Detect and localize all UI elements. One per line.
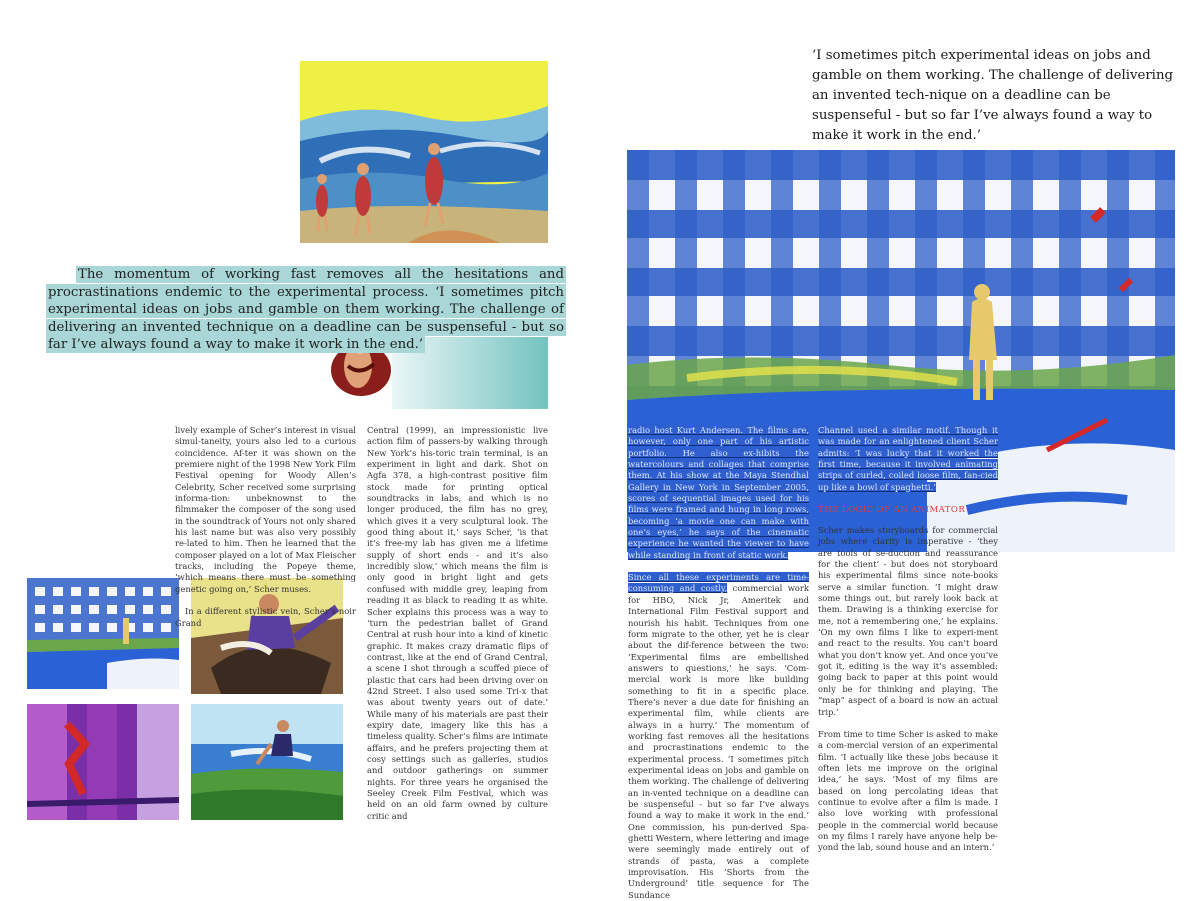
body-column-2 xyxy=(367,425,548,833)
col3-highlighted-paragraph: radio host Kurt Andersen. The films are, however, only one part of his artistic portfolio. He also ex-hibits the watercolours and collages that comprise them. At his show at the Maya Stendhal Gallery in New York in September 2005, scores of sequential images used for his films were framed and hung in long rows, becoming ‘a movie one can make with one’s eyes,’ he says of the cinematic experience he wanted the viewer to have while standing in front of static work. xyxy=(628,425,809,560)
pull-quote-right: ‘I sometimes pitch experimental ideas on jobs and gamble on them working. The challenge of delivering an invented tech-nique on a deadline can be suspenseful - but so far I’ve always found a way to make it work in the end.’ xyxy=(812,48,1174,143)
col4-paragraph-1: Scher makes storyboards for commercial jobs where clarity is imperative - ‘they are tools of se-duction and reassurance for the client’ - but does not storyboard his experimental films since note-books serve a similar function. ‘I might draw some things out, but rarely look back at them. Drawing is a thinking exercise for me, not a remembering one,’ he explains. ‘On my own films I like to experi-ment and react to the results. You can’t board what you don’t know yet. And once you’ve got it, editing is the way it’s assembled: going back to paper at this point would only be for thinking and playing. The “map” aspect of a board is now an actual trip.’ xyxy=(818,525,998,717)
col3-paragraph-2: commercial work for HBO, Nick Jr, Ameritek and International Film Festival support and nourish his habit. Techniques from one form migrate to the other, yet he is clear about the dif-ference between the two: ‘Experimental films are embellished answers to questions,’ he says. ‘Com-mercial work is more like building something to fit in a specific place. There’s never a due date for finishing an experimental film, while clients are always in a hurry.’ The momentum of working fast removes all the hesitations and procrastinations endemic to the experimental process. ‘I sometimes pitch experimental ideas on jobs and gamble on them working. The challenge of delivering an in-vented technique on a deadline can be suspenseful - but so far I’ve always found a way to make it work in the end.’ One commission, his pun-derived Spa-ghetti Western, where lettering and image were seemingly made entirely out of strands of pasta, was a complete improvisation. His ‘Shorts from the Underground’ title sequence for The Sundance xyxy=(628,583,810,900)
col4-paragraph-2: From time to time Scher is asked to make a com-mercial version of an experimental film. ‘I actually like these jobs because it often lets me improve on the original idea,’ he says. ‘Most of my films are based on long percolating ideas that continue to evolve after a film is made. I also love working with professional people in the commercial world because on my films I rarely have anyone help be-yond the lab, sound house and an intern.’ xyxy=(818,728,998,853)
wader-thumbnail xyxy=(191,704,343,820)
beach-figures-illustration xyxy=(300,61,548,243)
col4-highlighted-paragraph: Channel used a similar motif. Though it was made for an enlightened client Scher admits: ‘I was lucky that it worked the first time, because it involved animating strips of curled, coiled loose film, fan-cied up like a bowl of spaghetti.’ xyxy=(818,425,998,492)
pull-quote-left xyxy=(46,266,566,354)
gingham-thumbnail xyxy=(27,578,179,689)
body-column-4-cont xyxy=(818,525,998,865)
col1-paragraph-2: In a different stylistic vein, Scher’s noir Grand xyxy=(175,606,356,628)
col1-paragraph-1: lively example of Scher’s interest in visual simul-taneity, yours also led to a curious coincidence. Af-ter it was shown on the premiere night of the 1998 New York Film Festival opening for Woody Allen’s Celebrity, Scher received some surprising informa-tion: unbeknownst to the filmmaker the composer of the song used in the soundtrack of Yours not only shared his last name but was also very possibly re-lated to him. Then he learned that the composer played on a lot of Max Fleischer tracks, including the Popeye theme, ‘which means there must be something genetic going on,’ Scher muses. xyxy=(175,425,356,594)
col2-paragraph: Central (1999), an impressionistic live action film of passers-by walking through New York’s his-toric train terminal, is an experiment in light and dark. Shot on Agfa 378, a high-contrast positive film stock made for printing optical soundtracks in labs, and which is no longer produced, the film has no grey, which gives it a very sculptural look. The good thing about it,’ says Scher, ‘is that it’s free-my lab has given me a lifetime supply of short ends - and it’s also incredibly slow,’ which means the film is only good in bright light and gets confused with middle grey, leaping from reading it as black to reading it as white. Scher explains this process was a way to ‘turn the pedestrian ballet of Grand Central at rush hour into a kind of kinetic graphic. It makes crazy dramatic flips of contrast, like at the end of Grand Central, a scene I shot through a scuffed piece of plastic that cars had been driving over on 42nd Street. I also used some Tri-x that was about twenty years out of date.’ While many of his materials are past their expiry date, imagery like this has a timeless quality. Scher’s films are intimate affairs, and he prefers projecting them at cosy settings such as galleries, studios and outdoor gatherings on summer nights. For three years he organised the Seeley Creek Film Festival, which was held on an old farm owned by culture critic and xyxy=(367,425,548,821)
col3-highlighted-lead: Since all these experiments are time-consuming and costly, xyxy=(628,572,809,594)
body-column-4 xyxy=(818,425,998,504)
body-column-1 xyxy=(175,425,356,640)
body-column-3 xyxy=(628,425,809,901)
purple-abstract-thumbnail xyxy=(27,704,179,820)
pull-quote-left-text: The momentum of working fast removes all the hesitations and procrastinations endemic to the experimental process. ‘I sometimes pitch experimental ideas on jobs and gamble on them working. The challenge of delivering an invented technique on a deadline can be suspenseful - but so far I’ve always found a way to make it work in the end.’ xyxy=(48,267,564,353)
section-heading: THE LOGIC OF AN ANIMATOR xyxy=(818,505,966,515)
